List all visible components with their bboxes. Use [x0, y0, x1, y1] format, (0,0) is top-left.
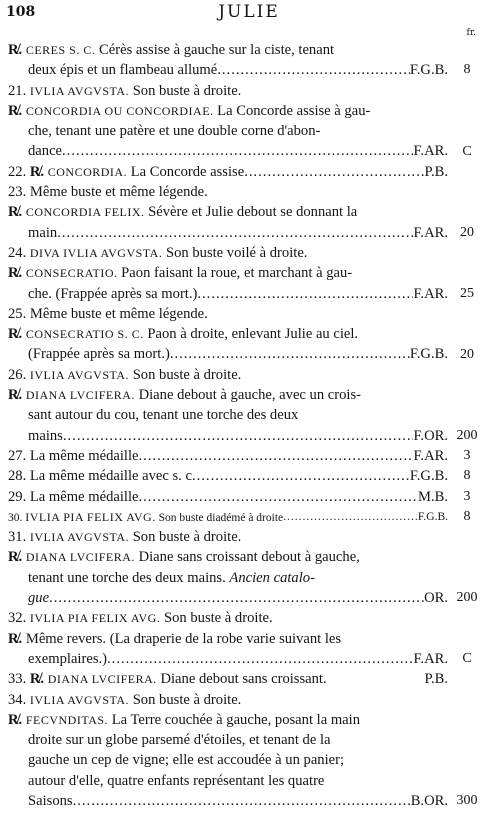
entry-line: [8, 324, 448, 344]
entry-text: [8, 162, 244, 182]
reverse-mark: R̸.: [8, 387, 26, 404]
entry-line: [8, 81, 448, 101]
entry-line: [8, 730, 448, 750]
entry-text: [8, 184, 208, 200]
metal-module: F.AR.: [413, 143, 448, 160]
description-text: che. (Frappée après sa mort.): [28, 285, 198, 302]
entry-line: [8, 690, 448, 710]
description-text: che, tenant une patère et une double corne d'abon-: [28, 123, 321, 140]
description-text: Même buste et même légende.: [29, 305, 208, 322]
entry-line: [8, 629, 448, 649]
metal-module: B.OR.: [410, 792, 448, 809]
entry-text: [8, 326, 358, 342]
entry-text: [28, 344, 170, 364]
entry-number: 23.: [8, 184, 30, 201]
legend-text: IVLIA AVGVSTA.: [29, 530, 130, 545]
price-value: 8: [463, 468, 471, 484]
description-text: Sévère et Julie debout se donnant la: [144, 204, 358, 221]
entry-line: [8, 547, 448, 567]
entry-number: 34.: [8, 691, 30, 708]
legend-text: CONCORDIA OU CONCORDIAE.: [25, 103, 214, 118]
reverse-mark: R̸.: [8, 102, 26, 119]
running-title: JULIE: [218, 2, 280, 22]
description-text: La Concorde assise à gau-: [213, 102, 371, 119]
entry-number: 28.: [8, 468, 30, 485]
description-text: La Concorde assise: [127, 163, 245, 180]
leader-dots: [138, 446, 413, 466]
description-text: main: [28, 224, 58, 241]
entry-text: [8, 529, 241, 545]
entry-text: [28, 773, 324, 789]
entry-line: [8, 121, 448, 141]
entry-line: [8, 202, 448, 222]
legend-text: DIVA IVLIA AVGVSTA.: [29, 245, 163, 260]
legend-text: FECVNDITAS.: [25, 712, 109, 727]
entry-text: [28, 791, 73, 811]
price-value: 3: [463, 488, 471, 504]
description-text: Paon faisant la roue, et marchant à gau-: [117, 265, 353, 282]
leader-dots: [192, 466, 410, 486]
description-text: La même médaille avec s. c: [29, 468, 192, 485]
entry-text: [28, 732, 331, 748]
leader-dots: [62, 141, 413, 161]
entry-line: [8, 466, 448, 486]
price-value: 300: [456, 793, 478, 809]
entry-number: 27.: [8, 447, 30, 464]
legend-text: DIANA LVCIFERA.: [47, 672, 157, 687]
entry-number: 26.: [8, 366, 30, 383]
catalogue-entries: [8, 40, 448, 811]
entry-text: [8, 367, 241, 383]
legend-text: DIANA LVCIFERA.: [25, 550, 135, 565]
reverse-mark: R̸.: [8, 549, 26, 566]
entry-line: [8, 405, 448, 425]
metal-module: F.G.B.: [409, 62, 448, 79]
entry-line: [8, 487, 448, 507]
metal-module: OR.: [424, 590, 448, 607]
entry-line: [8, 60, 448, 80]
reverse-mark: R̸.: [8, 42, 26, 58]
description-text: dance: [28, 143, 63, 160]
legend-text: CONCORDIA FELIX.: [25, 205, 145, 220]
description-text: La même médaille: [29, 488, 139, 505]
description-text: Diane debout à gauche, avec un crois-: [134, 387, 362, 404]
entry-line: [8, 182, 448, 202]
entry-text: [8, 631, 341, 647]
metal-module: F.G.B.: [409, 346, 448, 363]
page-number: 108: [6, 4, 36, 20]
price-value: 200: [456, 427, 478, 443]
entry-number: 24.: [8, 244, 30, 261]
description-text: exemplaires.): [28, 650, 108, 667]
reverse-mark: R̸.: [8, 265, 26, 282]
price-value: C: [462, 143, 472, 159]
description-text: Son buste à droite.: [129, 529, 242, 546]
entry-text: [8, 712, 360, 728]
reverse-mark: R̸.: [29, 163, 48, 180]
leader-dots: [217, 60, 410, 80]
entry-line: [8, 263, 448, 283]
entry-line: [8, 791, 448, 811]
description-text: tenant une torche des deux mains.: [28, 569, 230, 586]
metal-module: F.AR.: [413, 447, 448, 464]
description-text: La même médaille: [29, 447, 139, 464]
metal-module: F.AR.: [413, 285, 448, 302]
entry-line: [8, 284, 448, 304]
price-column-head: fr.: [466, 28, 476, 38]
entry-text: [8, 103, 370, 119]
entry-text: [8, 669, 327, 689]
entry-line: [8, 568, 448, 588]
description-text: Diane debout sans croissant.: [156, 671, 327, 688]
price-value: 200: [456, 590, 478, 606]
metal-module: F.AR.: [413, 650, 448, 667]
legend-text: CONSECRATIO S. C.: [25, 327, 144, 342]
description-text: deux épis et un flambeau allumé: [28, 62, 218, 79]
entry-text: [28, 752, 344, 768]
description-text: autour d'elle, quatre enfants représentant les quatre: [28, 772, 325, 789]
description-text: Même buste et même légende.: [29, 184, 208, 201]
entry-number: 29.: [8, 488, 30, 505]
entry-text: [8, 245, 307, 261]
entry-text: [8, 507, 283, 527]
metal-module: P.B.: [424, 163, 448, 180]
entry-line: [8, 243, 448, 263]
description-text: Diane sans croissant debout à gauche,: [134, 549, 360, 566]
entry-text: [28, 60, 217, 80]
entry-text: [28, 284, 197, 304]
spacer: [327, 669, 425, 689]
price-value: 3: [463, 448, 471, 463]
entry-line: [8, 426, 448, 446]
leader-dots: [244, 162, 424, 182]
entry-text: [28, 223, 57, 243]
entry-text: [8, 265, 352, 281]
leader-dots: [73, 791, 411, 811]
leader-dots: [283, 507, 418, 527]
entry-text: [28, 426, 63, 446]
description-text: sant autour du cou, tenant une torche des deux: [28, 407, 299, 424]
entry-text: [8, 204, 357, 220]
price-value: C: [462, 651, 472, 666]
reverse-mark: R̸.: [8, 326, 26, 343]
entry-text: [8, 487, 138, 507]
entry-line: [8, 507, 448, 527]
entry-number: 31.: [8, 529, 30, 546]
entry-line: [8, 385, 448, 405]
leader-dots: [63, 426, 414, 446]
metal-module: F.G.B.: [409, 468, 448, 485]
leader-dots: [138, 487, 418, 507]
reverse-mark: R̸.: [8, 204, 26, 221]
description-text: gauche un cep de vigne; elle est accoudée à un panier;: [28, 752, 345, 769]
entry-text: [28, 570, 315, 586]
description-text: Son buste voilé à droite.: [162, 244, 308, 261]
entry-line: [8, 304, 448, 324]
reverse-mark: R̸.: [8, 630, 26, 647]
legend-text: CERES S. C.: [25, 43, 96, 57]
entry-line: [8, 365, 448, 385]
description-text: (Frappée après sa mort.): [28, 346, 170, 363]
description-text: La Terre couchée à gauche, posant la main: [108, 711, 361, 728]
description-text: Son buste à droite.: [160, 610, 273, 627]
entry-text: [8, 42, 334, 58]
description-text: Son buste diadémé à droite: [155, 511, 284, 524]
page-header: [0, 2, 498, 24]
legend-text: IVLIA AVGVSTA.: [29, 83, 130, 98]
description-text: Cérès assise à gauche sur la ciste, tenant: [95, 42, 335, 58]
description-text: Son buste à droite.: [129, 691, 242, 708]
legend-text: IVLIA AVGVSTA.: [29, 692, 130, 707]
entry-line: [8, 649, 448, 669]
metal-module: M.B.: [417, 488, 448, 505]
legend-text: DIANA LVCIFERA.: [25, 388, 135, 403]
metal-module: F.OR.: [413, 427, 448, 444]
leader-dots: [107, 649, 413, 669]
entry-number: 30.: [8, 511, 26, 524]
description-text: Même revers. (La draperie de la robe varie suivant les: [25, 630, 342, 647]
entry-number: 21.: [8, 82, 30, 99]
description-text: Saisons: [28, 792, 73, 809]
entry-line: [8, 710, 448, 730]
entry-text: [8, 387, 361, 403]
entry-text: [28, 649, 107, 669]
entry-number: 33.: [8, 671, 30, 688]
entry-line: [8, 527, 448, 547]
entry-line: [8, 608, 448, 628]
entry-line: [8, 750, 448, 770]
metal-module: F.AR.: [413, 224, 448, 241]
leader-dots: [170, 344, 410, 364]
entry-number: 32.: [8, 610, 30, 627]
description-text: Son buste à droite.: [129, 82, 242, 99]
entry-text: [28, 407, 298, 423]
entry-number: 25.: [8, 305, 30, 322]
entry-line: [8, 446, 448, 466]
entry-line: [8, 162, 448, 182]
entry-text: [8, 692, 241, 708]
entry-text: [8, 549, 360, 565]
entry-text: [8, 83, 241, 99]
leader-dots: [197, 284, 413, 304]
legend-text: IVLIA PIA FELIX AVG.: [25, 509, 156, 524]
entry-line: [8, 669, 448, 689]
entry-line: [8, 223, 448, 243]
legend-text: CONSECRATIO.: [25, 266, 118, 281]
leader-dots: [49, 588, 424, 608]
entry-text: [28, 588, 49, 608]
entry-text: [8, 610, 273, 626]
entry-number: 22.: [8, 163, 30, 180]
entry-line: [8, 344, 448, 364]
leader-dots: [57, 223, 413, 243]
legend-text: IVLIA AVGVSTA.: [29, 367, 130, 382]
description-text: Son buste à droite.: [129, 366, 242, 383]
price-value: 8: [463, 62, 471, 78]
entry-line: [8, 40, 448, 60]
entry-text: [8, 466, 192, 486]
price-value: 20: [460, 346, 474, 362]
reverse-mark: R̸.: [29, 671, 48, 688]
entry-text: [28, 141, 62, 161]
price-value: 25: [460, 285, 474, 301]
entry-line: [8, 771, 448, 791]
entry-line: [8, 141, 448, 161]
entry-text: [8, 306, 208, 322]
price-value: 20: [460, 224, 474, 240]
entry-line: [8, 101, 448, 121]
description-text: Paon à droite, enlevant Julie au ciel.: [143, 326, 359, 343]
reverse-mark: R̸.: [8, 711, 26, 728]
entry-text: [8, 446, 138, 466]
legend-text: CONCORDIA.: [47, 164, 128, 179]
description-text: mains: [28, 427, 63, 444]
entry-line: [8, 588, 448, 608]
italic-text: gue: [28, 590, 50, 607]
metal-module: P.B.: [424, 671, 448, 688]
price-value: 8: [463, 508, 471, 524]
entry-text: [28, 123, 320, 139]
description-text: droite sur un globe parsemé d'étoiles, et tenant de la: [28, 732, 331, 749]
metal-module: F.G.B.: [417, 510, 448, 523]
italic-text: Ancien catalo-: [229, 569, 315, 586]
legend-text: IVLIA PIA FELIX AVG.: [29, 611, 161, 626]
